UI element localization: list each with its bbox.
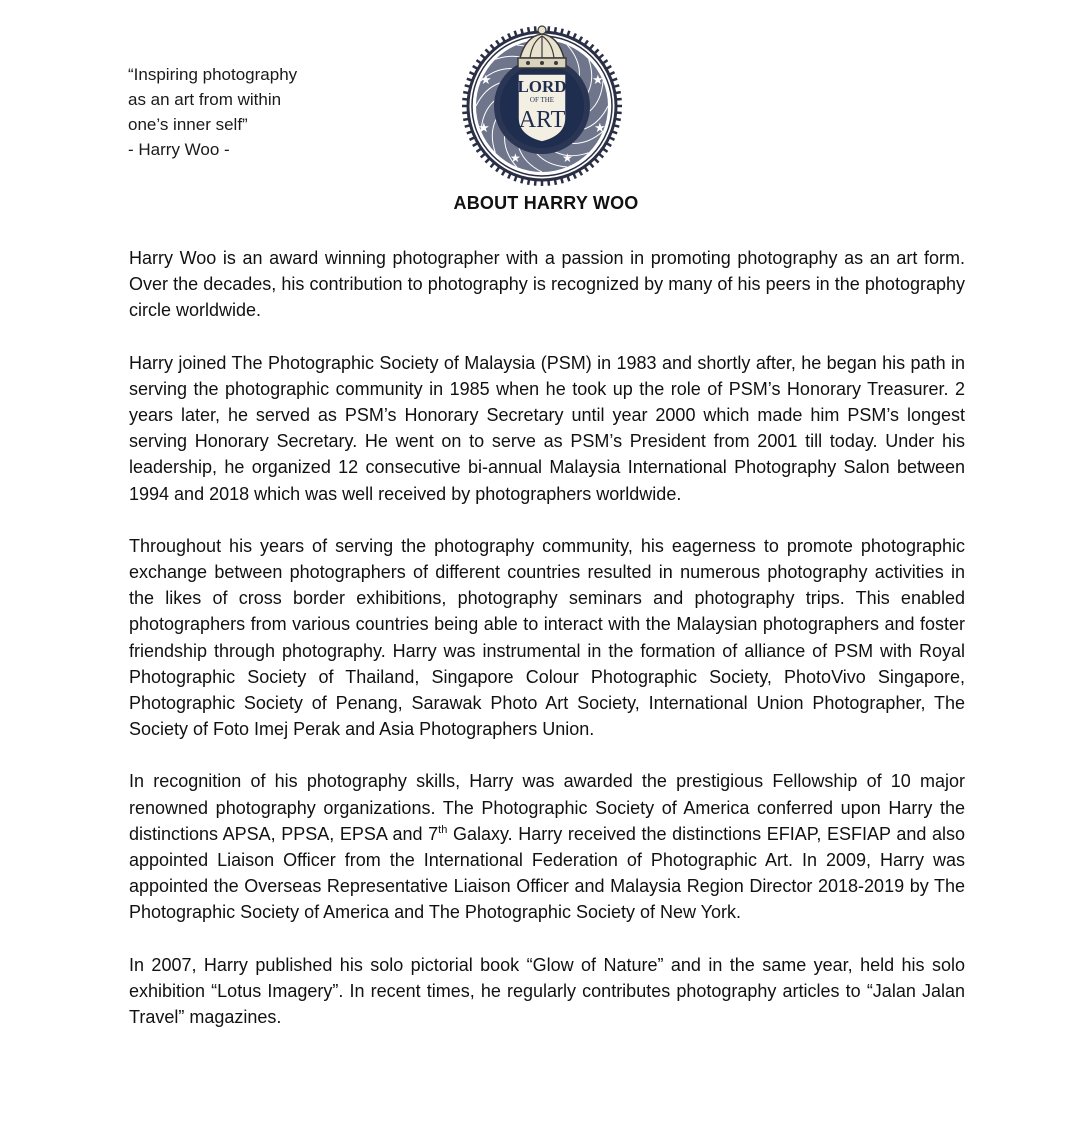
paragraph-psm-service: Harry joined The Photographic Society of Malaysia (PSM) in 1983 and shortly after, he began his path in serving the photographic community in 1985 when he took up the role of PSM’s Honorary Treasurer. 2 years later, he served as PSM’s Honorary Secretary until year 2000 which made him PSM’s longest serving Honorary Secretary. He went on to serve as PSM’s President from 2001 till today. Under his leadership, he organized 12 consecutive bi-annual Malaysia International Photography Salon between 1994 and 2018 which was well received by photographers worldwide. bbox=[129, 352, 965, 504]
paragraph-publications: In 2007, Harry published his solo pictorial book “Glow of Nature” and in the same year, held his solo exhibition “Lotus Imagery”. In recent times, he regularly contributes photography articles to “Jalan Jalan Travel” magazines. bbox=[129, 954, 965, 1028]
superscript-th: th bbox=[438, 823, 448, 836]
svg-text:★: ★ bbox=[478, 121, 490, 136]
paragraph-community: Throughout his years of serving the photography community, his eagerness to promote photographic exchange between photographers of different countries resulted in numerous photography activities in the likes of cross border exhibitions, photography seminars and photography trips. This enabled photographers from various countries being able to interact with the Malaysian photographers and foster friendship through photography. Harry was instrumental in the formation of alliance of PSM with Royal Photographic Society of Thailand, Singapore Colour Photographic Society, PhotoVivo Singapore, Photographic Society of Penang, Sarawak Photo Art Society, International Union Photographer, The Society of Foto Imej Perak and Asia Photographers Union. bbox=[129, 535, 965, 740]
svg-text:★: ★ bbox=[480, 73, 492, 88]
page-title: ABOUT HARRY WOO bbox=[453, 193, 639, 213]
svg-text:★: ★ bbox=[562, 151, 573, 165]
header-quote bbox=[128, 62, 297, 162]
logo-word-of-the: OF THE bbox=[529, 96, 555, 104]
lord-of-the-art-logo bbox=[458, 14, 626, 186]
quote-line-2: as an art from within bbox=[128, 90, 282, 109]
svg-text:★: ★ bbox=[592, 73, 604, 88]
logo-word-art: ART bbox=[518, 107, 566, 133]
svg-text:★: ★ bbox=[510, 151, 521, 165]
svg-text:★: ★ bbox=[594, 121, 606, 136]
quote-line-1: “Inspiring photography bbox=[128, 65, 298, 84]
quote-author: - Harry Woo - bbox=[128, 140, 230, 159]
recognition-text-2: Galaxy. Harry received the distinctions EFIAP, ESFIAP and also appointed Liaison Officer from the International Federation of Photographic Art. In 2009, Harry was appointed the Overseas Representative Liaison Officer and Malaysia Region Director 2018-2019 by The Photographic Society of America and The Photographic Society of New York. bbox=[129, 823, 965, 923]
paragraph-intro: Harry Woo is an award winning photographer with a passion in promoting photography as an art form. Over the decades, his contribution to photography is recognized by many of his peers in the photography circle worldwide. bbox=[129, 248, 965, 321]
biography-body bbox=[129, 245, 965, 1056]
quote-line-3: one’s inner self” bbox=[128, 115, 248, 134]
recognition-text-1: In recognition of his photography skills, Harry was awarded the prestigious Fellowship of 10 major renowned photography organizations. The Photographic Society of America conferred upon Harry the distinctions APSA, PPSA, EPSA and 7 bbox=[129, 771, 965, 844]
logo-word-lord: LORD bbox=[517, 77, 567, 96]
logo-emblem bbox=[458, 14, 626, 186]
paragraph-recognition bbox=[129, 768, 965, 925]
crown-icon bbox=[518, 26, 566, 68]
